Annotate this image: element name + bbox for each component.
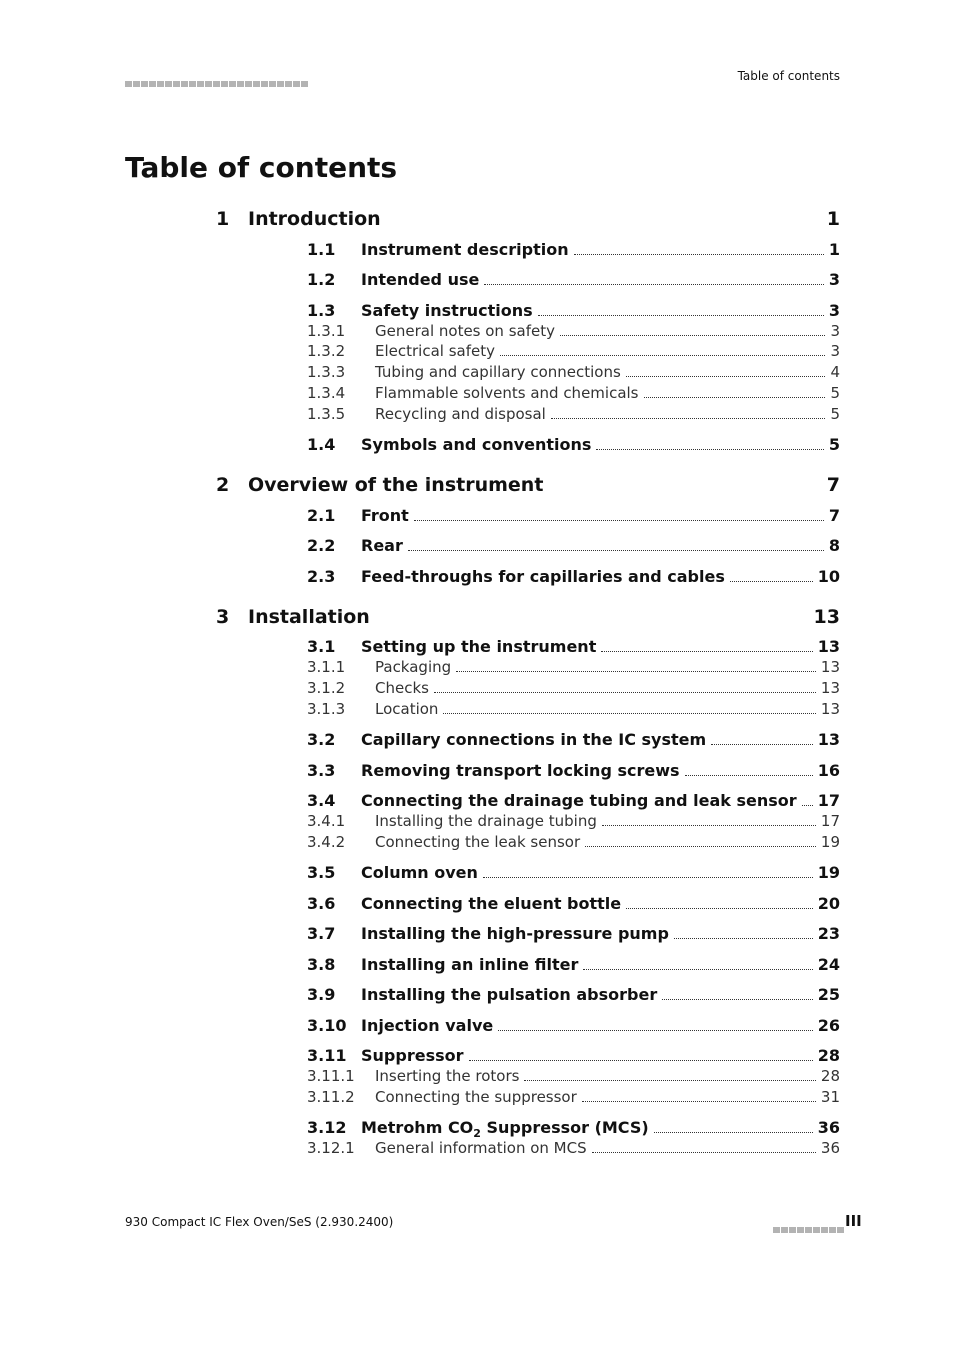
toc-section-page: 31 [820,1088,840,1106]
toc-section-title: Installing the pulsation absorber [361,985,658,1004]
toc-section-title: Inserting the rotors [375,1067,520,1085]
toc-leader [484,283,824,285]
footer-decoration [773,1218,845,1237]
toc-section-page: 26 [817,1016,840,1035]
toc-chapter-page: 7 [826,474,840,496]
toc-section-title: Capillary connections in the IC system [361,730,707,749]
toc-chapter-number: 3 [216,606,230,628]
toc-line [361,1016,840,1035]
toc-section-number: 3.12 [307,1118,347,1137]
toc-line [361,791,840,810]
toc-section-number: 1.4 [307,435,336,454]
toc-section-title: Setting up the instrument [361,637,597,656]
toc-leader [626,375,826,377]
toc-chapter-page: 13 [813,606,840,628]
header-decoration [125,72,309,91]
toc-leader [456,670,816,672]
toc-section-number: 1.3 [307,301,336,320]
toc-section-page: 25 [817,985,840,1004]
toc-leader [443,712,815,714]
toc-line [361,985,840,1004]
toc-section-page: 13 [820,658,840,676]
toc-leader [685,774,813,776]
toc-section-page: 36 [817,1118,840,1137]
toc-section-title: Packaging [375,658,452,676]
toc-leader [582,1100,816,1102]
page-title: Table of contents [125,151,398,184]
toc-section-title: Column oven [361,863,478,882]
toc-line [361,301,840,320]
toc-section-title: Connecting the suppressor [375,1088,577,1106]
toc-line [361,658,840,676]
toc-section-title: General notes on safety [375,322,555,340]
toc-section-page: 3 [830,322,840,340]
toc-leader [596,448,823,450]
toc-line [361,270,840,289]
toc-leader [500,354,825,356]
toc-section-number: 2.3 [307,567,336,586]
toc-section-page: 13 [817,637,840,656]
toc-leader [538,314,824,316]
toc-section-number: 1.3.1 [307,322,346,340]
toc-section-title: Checks [375,679,429,697]
toc-line [361,536,840,555]
toc-line [361,405,840,423]
toc-chapter-page: 1 [826,208,840,230]
toc-line [361,1139,840,1157]
toc-section-title: Suppressor [361,1046,464,1065]
toc-section-page: 5 [828,435,840,454]
toc-section-page: 28 [817,1046,840,1065]
toc-leader [592,1151,816,1153]
toc-line [361,1067,840,1085]
toc-line [361,506,840,525]
toc-section-page: 7 [828,506,840,525]
toc-section-title: Intended use [361,270,480,289]
footer-page-number: III [845,1212,862,1230]
toc-section-number: 3.4.1 [307,812,346,830]
toc-section-page: 10 [817,567,840,586]
toc-section-number: 3.1.1 [307,658,346,676]
toc-leader [674,937,813,939]
toc-section-title [361,1118,649,1140]
toc-section-title: Connecting the eluent bottle [361,894,622,913]
toc-section-page: 1 [828,240,840,259]
toc-leader [408,549,824,551]
toc-section-title: Feed-throughs for capillaries and cables [361,567,725,586]
toc-leader [498,1029,812,1031]
toc-section-page: 20 [817,894,840,913]
toc-line [361,833,840,851]
toc-section-number: 1.3.4 [307,384,346,402]
toc-section-page: 3 [830,342,840,360]
toc-section-title: Flammable solvents and chemicals [375,384,639,402]
toc-title-part: Suppressor (MCS) [480,1118,649,1137]
toc-line [361,863,840,882]
toc-section-title: Recycling and disposal [375,405,546,423]
toc-line [361,1118,840,1140]
toc-leader [654,1131,813,1133]
toc-line [361,924,840,943]
toc-leader [524,1079,815,1081]
toc-section-number: 3.1 [307,637,336,656]
toc-leader [602,824,816,826]
toc-section-page: 24 [817,955,840,974]
toc-line [361,730,840,749]
toc-leader [574,253,824,255]
toc-section-title: Electrical safety [375,342,495,360]
toc-section-number: 1.1 [307,240,336,259]
toc-line [361,322,840,340]
toc-line [361,637,840,656]
toc-section-title: Installing the high-pressure pump [361,924,669,943]
toc-line [361,812,840,830]
toc-line [361,435,840,454]
toc-leader [585,845,816,847]
header-title: Table of contents [737,69,840,83]
toc-leader [483,876,813,878]
toc-section-number: 3.1.2 [307,679,346,697]
toc-line [361,894,840,913]
toc-chapter-number: 2 [216,474,230,496]
toc-section-page: 17 [817,791,840,810]
toc-leader [601,650,812,652]
toc-leader [711,743,813,745]
toc-leader [469,1059,813,1061]
toc-section-title: General information on MCS [375,1139,587,1157]
toc-section-page: 36 [820,1139,840,1157]
toc-section-number: 3.10 [307,1016,347,1035]
toc-section-title: Location [375,700,439,718]
toc-section-number: 3.11.1 [307,1067,355,1085]
toc-section-number: 1.3.3 [307,363,346,381]
toc-title-part: Metrohm CO [361,1118,474,1137]
toc-line [361,955,840,974]
toc-section-number: 3.12.1 [307,1139,355,1157]
toc-leader [551,417,826,419]
toc-section-title: Front [361,506,409,525]
toc-section-title: Rear [361,536,403,555]
toc-section-number: 1.3.5 [307,405,346,423]
toc-leader [802,804,813,806]
toc-line [361,384,840,402]
toc-section-number: 3.8 [307,955,336,974]
toc-chapter-title: Overview of the instrument [248,474,544,496]
toc-leader [414,519,824,521]
toc-section-number: 2.1 [307,506,336,525]
toc-leader [434,691,816,693]
toc-chapter-title: Introduction [248,208,381,230]
toc-leader [644,396,826,398]
toc-section-number: 3.3 [307,761,336,780]
toc-section-page: 13 [817,730,840,749]
toc-section-number: 3.1.3 [307,700,346,718]
toc-section-number: 3.2 [307,730,336,749]
toc-section-title: Installing an inline filter [361,955,579,974]
toc-section-title: Connecting the leak sensor [375,833,581,851]
toc-leader [560,334,825,336]
toc-section-number: 2.2 [307,536,336,555]
toc-line [361,700,840,718]
toc-section-title: Symbols and conventions [361,435,592,454]
toc-chapter-title: Installation [248,606,370,628]
toc-section-number: 3.11 [307,1046,347,1065]
toc-section-title: Instrument description [361,240,569,259]
toc-section-title: Tubing and capillary connections [375,363,621,381]
toc-section-page: 19 [820,833,840,851]
toc-section-number: 3.11.2 [307,1088,355,1106]
toc-line [361,1046,840,1065]
toc-section-page: 28 [820,1067,840,1085]
toc-line [361,679,840,697]
toc-section-number: 1.3.2 [307,342,346,360]
toc-section-title: Installing the drainage tubing [375,812,597,830]
toc-section-page: 4 [830,363,840,381]
toc-section-page: 16 [817,761,840,780]
toc-section-page: 13 [820,700,840,718]
toc-section-page: 23 [817,924,840,943]
toc-line [361,363,840,381]
toc-section-page: 19 [817,863,840,882]
toc-section-page: 3 [828,270,840,289]
toc-section-number: 1.2 [307,270,336,289]
footer-product: 930 Compact IC Flex Oven/SeS (2.930.2400) [125,1215,394,1229]
toc-section-title: Injection valve [361,1016,494,1035]
toc-section-page: 17 [820,812,840,830]
toc-section-number: 3.6 [307,894,336,913]
toc-section-number: 3.9 [307,985,336,1004]
toc-section-page: 13 [820,679,840,697]
toc-line [361,761,840,780]
toc-section-title: Removing transport locking screws [361,761,680,780]
toc-leader [730,580,813,582]
toc-section-number: 3.4 [307,791,336,810]
toc-section-title: Connecting the drainage tubing and leak sensor [361,791,797,810]
toc-line [361,240,840,259]
toc-leader [662,998,813,1000]
toc-leader [626,907,813,909]
toc-section-page: 5 [830,405,840,423]
toc-line [361,567,840,586]
toc-section-page: 5 [830,384,840,402]
toc-section-number: 3.4.2 [307,833,346,851]
toc-section-number: 3.5 [307,863,336,882]
toc-title-subscript: 2 [473,1127,481,1141]
toc-line [361,1088,840,1106]
toc-section-title: Safety instructions [361,301,533,320]
toc-section-page: 3 [828,301,840,320]
toc-section-page: 8 [828,536,840,555]
toc-leader [583,968,812,970]
toc-section-number: 3.7 [307,924,336,943]
toc-chapter-number: 1 [216,208,230,230]
toc-line [361,342,840,360]
